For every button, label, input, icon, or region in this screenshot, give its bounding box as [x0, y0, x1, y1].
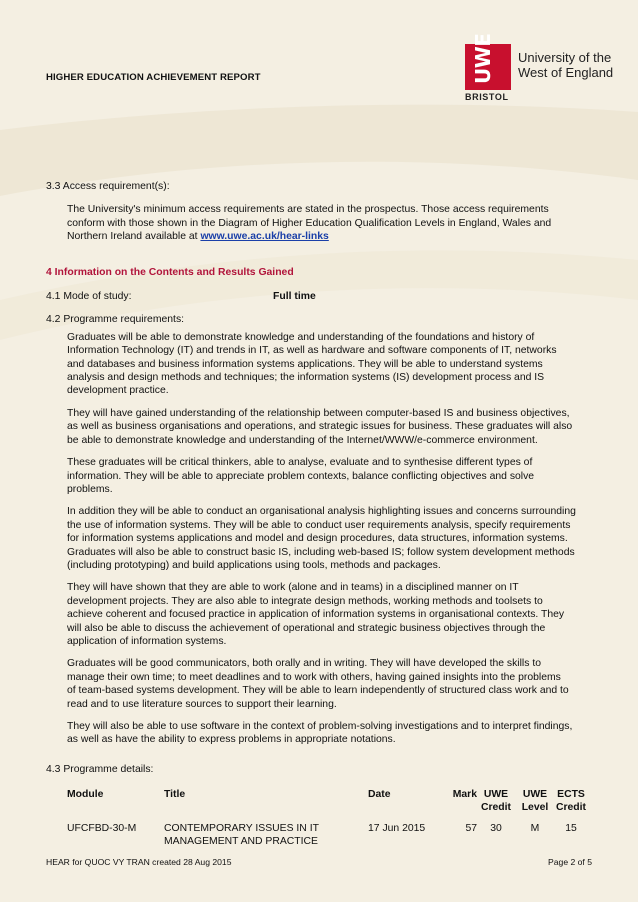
requirement-paragraph-line: They will have gained understanding of the relationship between computer-based IS and business objectives, — [67, 407, 570, 419]
programme-requirements-paragraphs — [46, 331, 594, 747]
cell-credit: 30 — [490, 823, 502, 834]
requirement-paragraph-line: application of information systems. — [67, 635, 227, 647]
university-logo — [465, 33, 615, 102]
requirement-paragraph-line: for information systems applications and model and design procedures, data structures, information systems. — [67, 533, 568, 545]
header-ects-line2: Credit — [555, 802, 587, 813]
logo-name-line2: West of England — [518, 65, 614, 80]
header-mark: Mark — [452, 789, 477, 800]
requirement-paragraph-line: of team-based systems development. They will be able to learn independently of structured class work and to — [67, 685, 569, 697]
requirement-paragraph-line: development projects. They are also able to integrate design methods, working methods and toolsets to — [67, 595, 543, 607]
requirement-paragraph — [67, 407, 594, 447]
requirement-paragraph-line: achieve coherent and focused practice in application of information systems in organisational contexts. They — [67, 609, 565, 621]
requirement-paragraph-line: as well as business organisations and operations, and strategic issues for business. These graduates will also — [67, 421, 573, 433]
header-date: Date — [368, 789, 391, 800]
header-uwe-level-line2: Level — [521, 802, 549, 813]
requirement-paragraph-line: will also be able to discuss the achievement of operational and strategic business objectives through the — [67, 622, 546, 634]
requirement-paragraph-line: be able to demonstrate knowledge and understanding of the Internet/WWW/e-commerce environment. — [67, 434, 538, 446]
cell-module: UFCFBD-30-M — [67, 823, 137, 834]
programme-details-table — [67, 788, 587, 848]
mode-of-study-row — [46, 290, 594, 303]
section4-heading: 4 Information on the Contents and Results Gained — [46, 266, 294, 278]
header-uwe-credit — [477, 788, 515, 814]
requirement-paragraph — [67, 505, 594, 572]
header-ects-credit — [555, 788, 587, 814]
requirement-paragraph-line: as well as have the ability to express problems in appropriate notations. — [67, 734, 396, 746]
table-header-row — [67, 788, 587, 814]
requirement-paragraph-line: problems. — [67, 483, 113, 495]
requirement-paragraph-line: They will have shown that they are able to work (alone and in teams) in a disciplined manner on IT — [67, 582, 519, 594]
header-uwe-level — [515, 788, 555, 814]
access-text-line: conform with those shown in the Diagram of Higher Education Qualification Levels in England, Wales and — [67, 217, 552, 229]
uwe-logo-mark — [465, 33, 511, 90]
footer-page-number: Page 2 of 5 — [548, 857, 592, 867]
requirement-paragraph-line: Information Technology (IT) and trends in IT, as well as hardware and software components of IT, networks — [67, 345, 557, 357]
access-text — [46, 203, 594, 243]
requirement-paragraph-line: and databases and business information systems applications. They will be able to understand systems — [67, 358, 543, 370]
logo-name-line1: University of the — [518, 50, 612, 65]
header-module: Module — [67, 789, 104, 800]
cell-title-line1: CONTEMPORARY ISSUES IN IT — [164, 823, 319, 834]
requirement-paragraph — [67, 720, 594, 747]
report-title: HIGHER EDUCATION ACHIEVEMENT REPORT — [46, 72, 261, 83]
programme-requirements-heading: 4.2 Programme requirements: — [46, 314, 185, 326]
requirement-paragraph-line: Graduates will also be able to construct basic IS, including web-based IS; follow system development methods — [67, 546, 575, 558]
cell-title-line2: MANAGEMENT AND PRACTICE — [164, 836, 318, 847]
cell-level: M — [530, 823, 540, 834]
access-text-line — [67, 230, 594, 243]
header-uwe-level-line1: UWE — [522, 789, 548, 800]
requirement-paragraph-line: They will also be able to use software in the context of problem-solving investigations and to interpret findings, — [67, 721, 573, 732]
requirement-paragraph-line: read and to use literature sources to support their learning. — [67, 698, 337, 710]
mode-of-study-label: 4.1 Mode of study: — [46, 291, 132, 303]
requirement-paragraph-line: These graduates will be critical thinkers, able to analyse, evaluate and to synthesise different types of — [67, 457, 533, 469]
header-title: Title — [164, 789, 186, 800]
cell-ects: 15 — [565, 823, 577, 834]
requirement-paragraph — [67, 456, 594, 496]
access-heading: 3.3 Access requirement(s): — [46, 181, 170, 192]
requirement-paragraph-line: information. They will be able to appreciate problem contexts, balance conflicting objectives and solve — [67, 470, 535, 482]
requirement-paragraph-line: In addition they will be able to conduct an organisational analysis highlighting issues and concerns surrounding — [67, 506, 576, 518]
requirement-paragraph-line: Graduates will be good communicators, both orally and in writing. They will have developed the skills to — [67, 658, 541, 670]
cell-mark: 57 — [465, 823, 477, 834]
requirement-paragraph-line: manage their own time; to meet deadlines and to work with others, having gained insights into the problems — [67, 671, 561, 683]
header-ects-line1: ECTS — [557, 789, 585, 800]
access-text-line3: Northern Ireland available at — [67, 231, 198, 243]
mode-of-study-value: Full time — [273, 291, 316, 303]
requirement-paragraph — [67, 581, 594, 648]
logo-name — [518, 50, 613, 80]
requirement-paragraph — [67, 657, 594, 711]
access-text-line: The University's minimum access requirements are stated in the prospectus. Those access requirements — [67, 204, 549, 216]
hear-links-link[interactable]: www.uwe.ac.uk/hear-links — [200, 231, 329, 243]
report-content — [46, 180, 594, 776]
cell-title — [164, 814, 368, 848]
requirement-paragraph-line: Graduates will be able to demonstrate knowledge and understanding of the foundations and history of — [67, 331, 535, 343]
programme-details-heading: 4.3 Programme details: — [46, 763, 154, 775]
requirement-paragraph — [67, 331, 594, 398]
logo-city: BRISTOL — [465, 92, 509, 102]
cell-date: 17 Jun 2015 — [368, 823, 426, 834]
requirement-paragraph-line: development practice. — [67, 385, 169, 397]
logo-mark-text: UWE — [471, 33, 495, 84]
requirement-paragraph-line: (including prototyping) and build applications using tools, methods and packages. — [67, 559, 441, 571]
table-row — [67, 814, 587, 848]
footer-created-by: HEAR for QUOC VY TRAN created 28 Aug 2015 — [46, 857, 232, 867]
header-uwe-credit-line1: UWE — [483, 789, 509, 800]
requirement-paragraph-line: analysis and design methods and techniques; the information systems (IS) development process and IS — [67, 372, 545, 384]
header-uwe-credit-line2: Credit — [480, 802, 512, 813]
requirement-paragraph-line: the use of information systems. They will be able to conduct user requirements analysis, specify requirements — [67, 519, 571, 531]
